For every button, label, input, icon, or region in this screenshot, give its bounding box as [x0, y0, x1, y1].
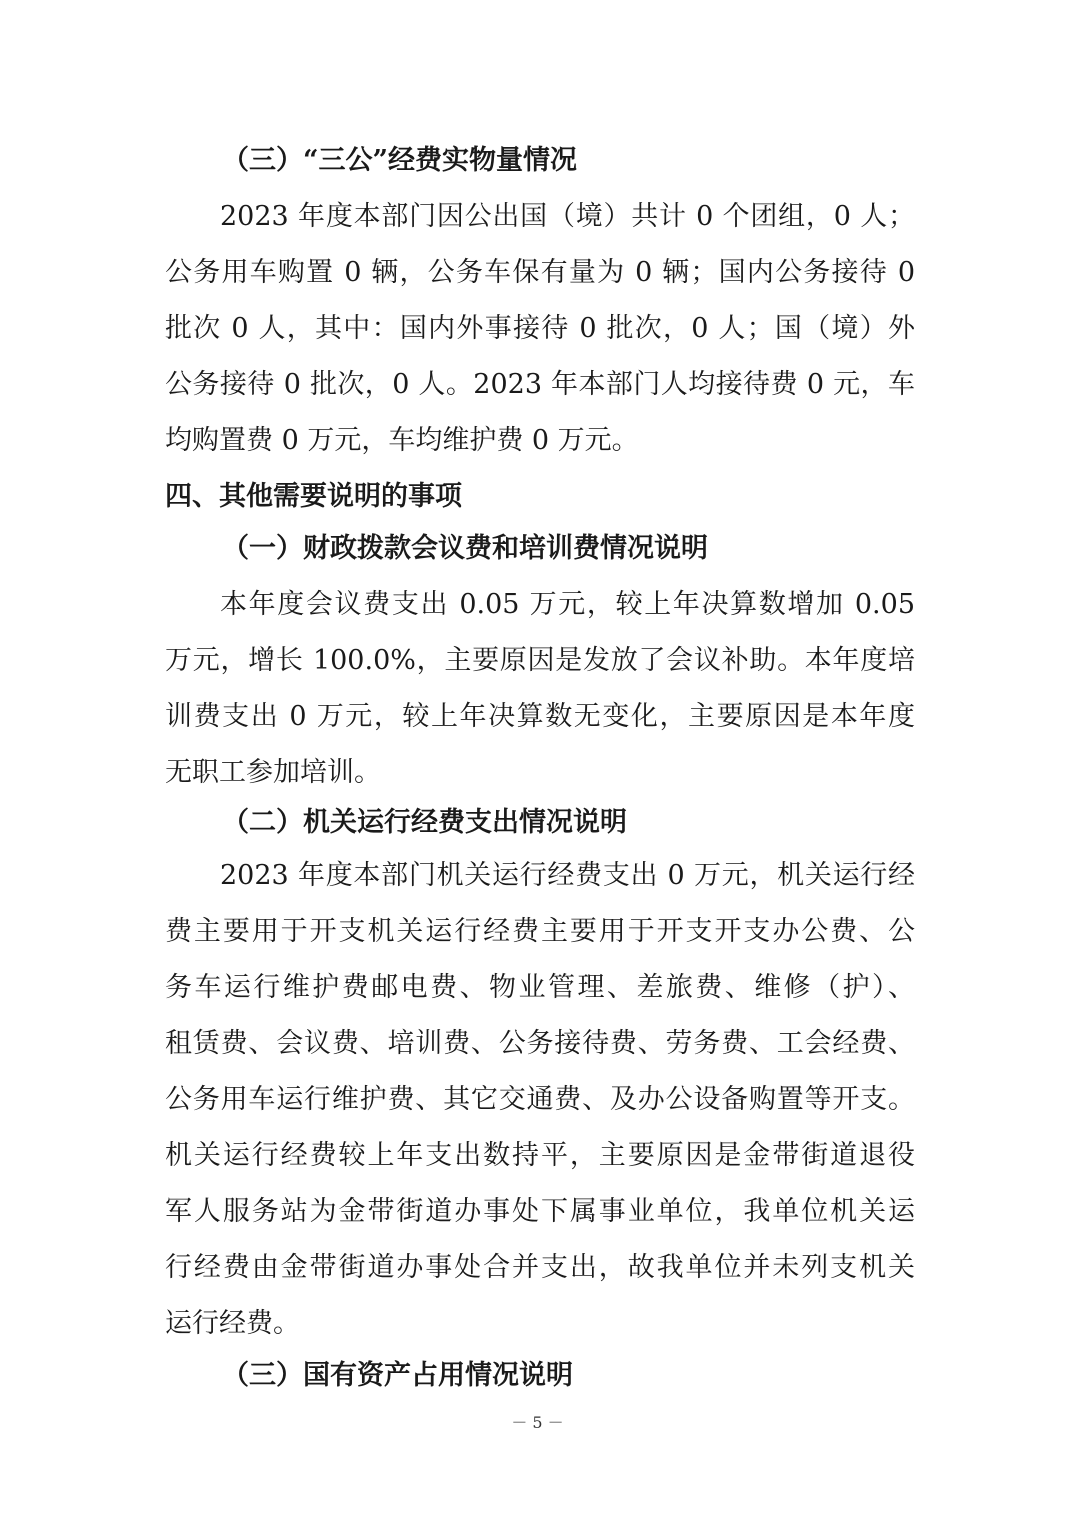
paragraph-line: 军人服务站为金带街道办事处下属事业单位，我单位机关运 — [165, 1196, 915, 1227]
paragraph-line: 公务接待 0 批次，0 人。2023 年本部门人均接待费 0 元，车 — [165, 369, 915, 400]
heading-meeting-training: （一）财政拨款会议费和培训费情况说明 — [222, 533, 708, 564]
heading-sangong-physical: （三）“三公”经费实物量情况 — [222, 145, 578, 176]
paragraph-line: 均购置费 0 万元，车均维护费 0 万元。 — [165, 425, 639, 456]
heading-other-matters: 四、其他需要说明的事项 — [165, 481, 462, 512]
paragraph-line: 务车运行维护费邮电费、物业管理、差旅费、维修（护）、 — [165, 972, 915, 1003]
paragraph-line: 2023 年度本部门因公出国（境）共计 0 个团组，0 人； — [220, 201, 915, 232]
heading-state-assets: （三）国有资产占用情况说明 — [222, 1360, 573, 1391]
page-number: － 5 － — [511, 1413, 564, 1432]
paragraph-line: 训费支出 0 万元，较上年决算数无变化，主要原因是本年度 — [165, 701, 915, 732]
paragraph-line: 2023 年度本部门机关运行经费支出 0 万元，机关运行经 — [220, 860, 915, 891]
paragraph-line: 费主要用于开支机关运行经费主要用于开支开支办公费、公 — [165, 916, 915, 947]
paragraph-line: 租赁费、会议费、培训费、公务接待费、劳务费、工会经费、 — [165, 1028, 915, 1059]
paragraph-line: 机关运行经费较上年支出数持平，主要原因是金带街道退役 — [165, 1140, 915, 1171]
paragraph-line: 万元，增长 100.0%，主要原因是发放了会议补助。本年度培 — [165, 645, 915, 676]
paragraph-line: 无职工参加培训。 — [165, 757, 381, 788]
paragraph-line: 公务用车购置 0 辆，公务车保有量为 0 辆；国内公务接待 0 — [165, 257, 915, 288]
paragraph-line: 批次 0 人，其中：国内外事接待 0 批次，0 人；国（境）外 — [165, 313, 915, 344]
heading-operating-expenses: （二）机关运行经费支出情况说明 — [222, 807, 627, 838]
paragraph-line: 行经费由金带街道办事处合并支出，故我单位并未列支机关 — [165, 1252, 915, 1283]
paragraph-line: 运行经费。 — [165, 1308, 300, 1339]
paragraph-line: 本年度会议费支出 0.05 万元，较上年决算数增加 0.05 — [220, 589, 915, 620]
paragraph-line: 公务用车运行维护费、其它交通费、及办公设备购置等开支。 — [165, 1084, 915, 1115]
